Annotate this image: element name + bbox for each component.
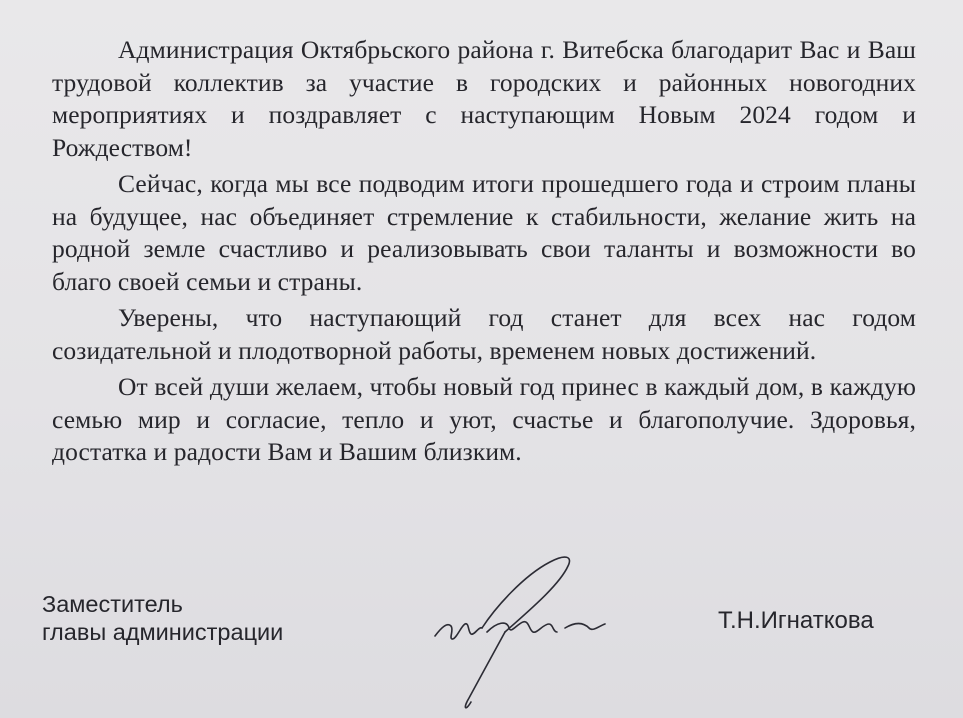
paragraph-gratitude: Администрация Октябрьского района г. Витебска благодарит Вас и Ваш трудовой коллектив за участие в городских и районных новогодних мероприятиях и поздравляет с наступающим Новым 2024 годом и Рождеством! — [52, 35, 916, 162]
paragraph-confidence: Уверены, что наступающий год станет для всех нас годом созидательной и плодотворной работы, временем новых достижений. — [52, 303, 916, 365]
signer-name: Т.Н.Игнаткова — [718, 607, 874, 634]
signer-position-line2: главы администрации — [42, 619, 284, 645]
handwritten-signature-icon — [425, 548, 625, 718]
signer-position-line1: Заместитель — [42, 591, 183, 617]
signer-position — [42, 590, 283, 646]
paragraph-reflection: Сейчас, когда мы все подводим итоги прошедшего года и строим планы на будущее, нас объединяет стремление к стабильности, желание жить на родной земле счастливо и реализовывать свои таланты и возможности во благо своей семьи и страны. — [52, 169, 916, 296]
paragraph-wishes: От всей души желаем, чтобы новый год принес в каждый дом, в каждую семью мир и согласие, тепло и уют, счастье и благополучие. Здоровья, достатка и радости Вам и Вашим близким. — [52, 372, 916, 466]
